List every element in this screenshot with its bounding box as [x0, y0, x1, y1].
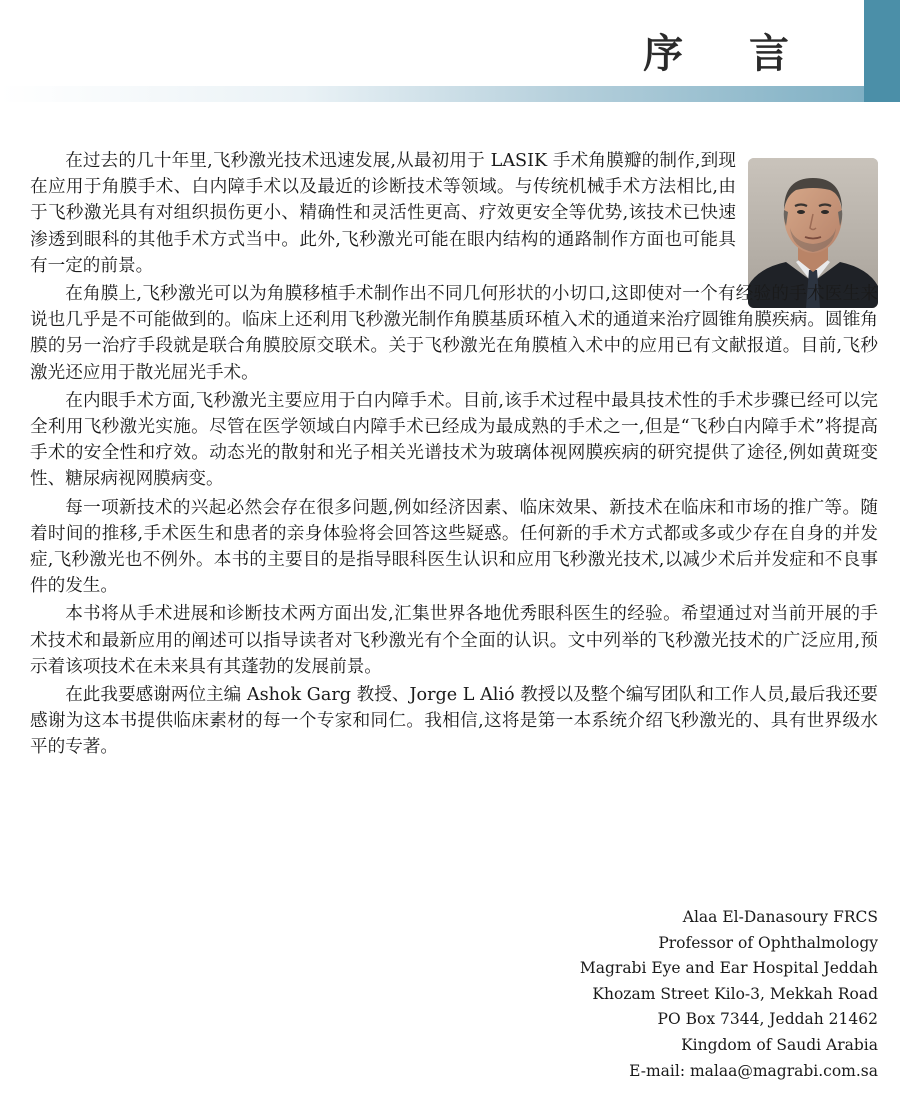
header-gradient-bar [0, 86, 864, 102]
author-signature [580, 905, 878, 1084]
author-po-box: PO Box 7344, Jeddah 21462 [657, 1010, 878, 1029]
paragraph-4: 每一项新技术的兴起必然会存在很多问题,例如经济因素、临床效果、新技术在临床和市场的推广等。随着时间的推移,手术医生和患者的亲身体验将会回答这些疑惑。任何新的手术方式都或多或少存在自身的并发症,飞秒激光也不例外。本书的主要目的是指导眼科医生认识和应用飞秒激光技术,以减少术后并发症和不良事件的发生。 [30, 497, 878, 597]
paragraph-5: 本书将从手术进展和诊断技术两方面出发,汇集世界各地优秀眼科医生的经验。希望通过对当前开展的手术技术和最新应用的阐述可以指导读者对飞秒激光有个全面的认识。文中列举的飞秒激光技术的广泛应用,预示着该项技术在未来具有其蓬勃的发展前景。 [30, 604, 878, 677]
author-street: Khozam Street Kilo-3, Mekkah Road [592, 984, 878, 1003]
author-country: Kingdom of Saudi Arabia [681, 1035, 878, 1054]
author-title: Professor of Ophthalmology [658, 933, 878, 952]
paragraph-6: 在此我要感谢两位主编 Ashok Garg 教授、Jorge L Alió 教授以及整个编写团队和工作人员,最后我还要感谢为这本书提供临床素材的每一个专家和同仁。我相信,这将是第一本系统介绍飞秒激光的、具有世界级水平的专著。 [30, 685, 878, 758]
author-hospital: Magrabi Eye and Ear Hospital Jeddah [579, 959, 878, 978]
header-accent-block [864, 0, 900, 102]
author-email: E-mail: malaa@magrabi.com.sa [629, 1061, 878, 1080]
preface-body [30, 148, 878, 763]
page-title: 序 言 [643, 30, 815, 77]
author-name: Alaa El-Danasoury FRCS [682, 908, 878, 926]
paragraph-1: 在过去的几十年里,飞秒激光技术迅速发展,从最初用于 LASIK 手术角膜瓣的制作,到现在应用于角膜手术、白内障手术以及最近的诊断技术等领域。与传统机械手术方法相比,由于飞秒激光具有对组织损伤更小、精确性和灵活性更高、疗效更安全等优势,该技术已快速渗透到眼科的其他手术方式当中。此外,飞秒激光可能在眼内结构的通路制作方面也可能具有一定的前景。 [30, 151, 736, 276]
paragraph-2: 在角膜上,飞秒激光可以为角膜移植手术制作出不同几何形状的小切口,这即使对一个有经验的手术医生来说也几乎是不可能做到的。临床上还利用飞秒激光制作角膜基质环植入术的通道来治疗圆锥角膜疾病。圆锥角膜的另一治疗手段就是联合角膜胶原交联术。关于飞秒激光在角膜植入术中的应用已有文献报道。目前,飞秒激光还应用于散光屈光手术。 [30, 284, 878, 383]
paragraph-3: 在内眼手术方面,飞秒激光主要应用于白内障手术。目前,该手术过程中最具技术性的手术步骤已经可以完全利用飞秒激光实施。尽管在医学领域白内障手术已经成为最成熟的手术之一,但是“飞秒白内障手术”将提高手术的安全性和疗效。动态光的散射和光子相关光谱技术为玻璃体视网膜疾病的研究提供了途径,例如黄斑变性、糖尿病视网膜病变。 [30, 390, 878, 490]
